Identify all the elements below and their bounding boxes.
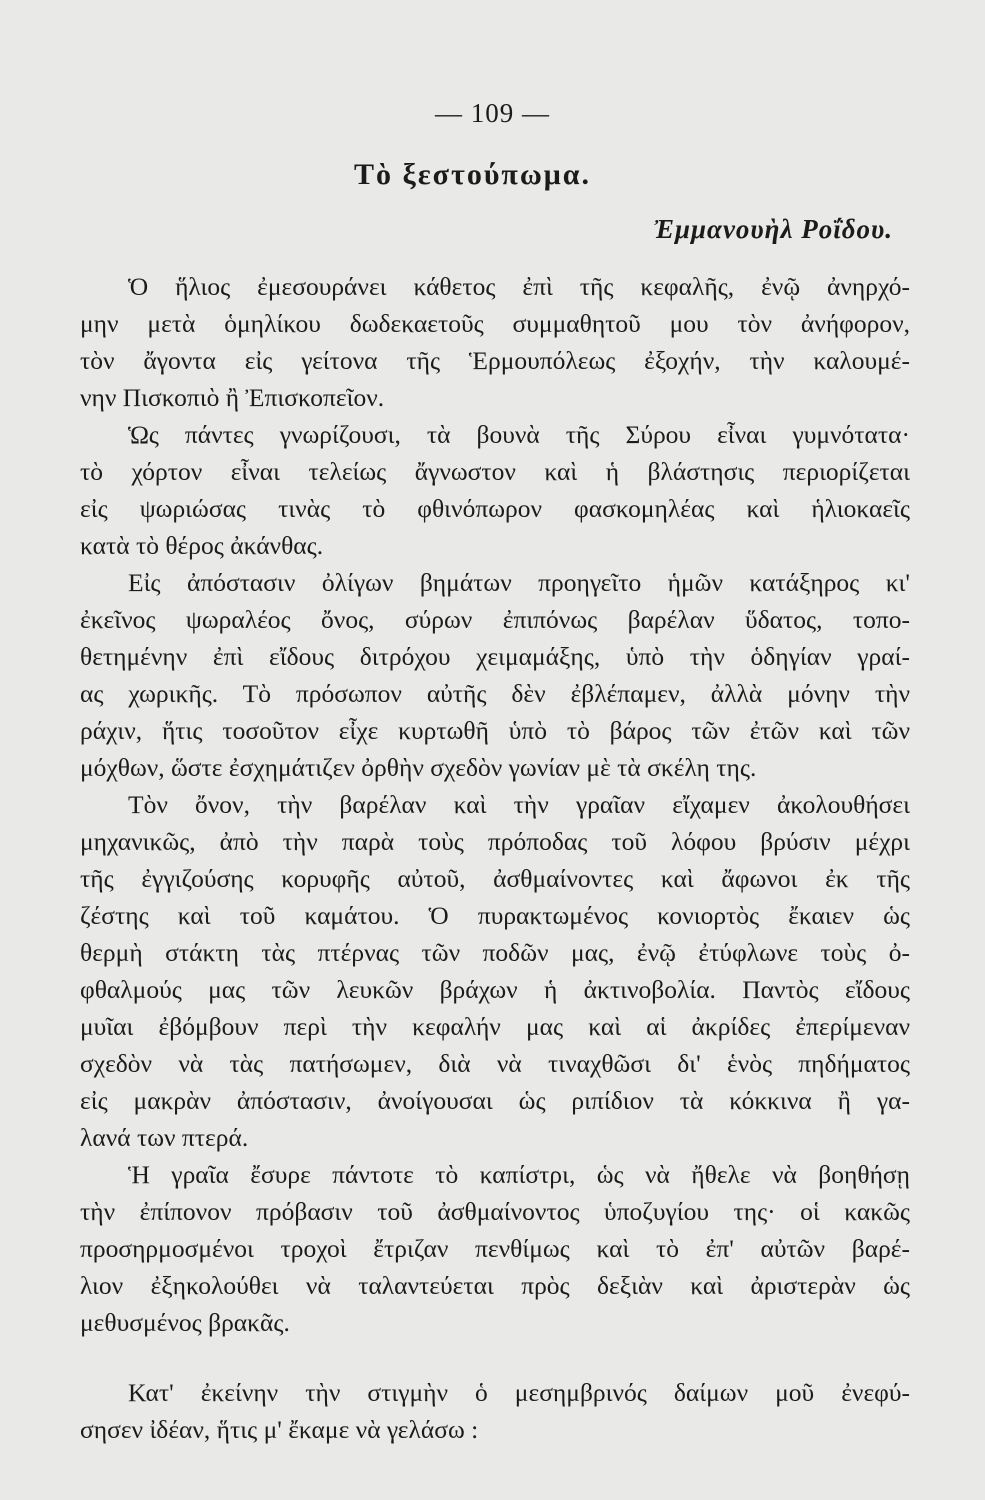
text-line: εἰς ψωριώσας τινὰς τὸ φθινόπωρον φασκομηλέας καὶ ἡλιοκαεῖς (80, 494, 910, 523)
text-line: Ἡ γραῖα ἔσυρε πάντοτε τὸ καπίστρι, ὡς νὰ ἤθελε νὰ βοηθήσῃ (128, 1160, 910, 1189)
text-line: Ὡς πάντες γνωρίζουσι, τὰ βουνὰ τῆς Σύρου εἶναι γυμνότατα· (128, 420, 910, 449)
text-line: τὸν ἄγοντα εἰς γείτονα τῆς Ἑρμουπόλεως ἐξοχήν, τὴν καλουμέ- (80, 346, 910, 375)
text-line: κατὰ τὸ θέρος ἀκάνθας. (80, 531, 324, 560)
paragraph-6 (80, 1374, 910, 1448)
text-line: ζέστης καὶ τοῦ καμάτου. Ὁ πυρακτωμένος κονιορτὸς ἔκαιεν ὡς (80, 901, 910, 930)
paragraph-3 (80, 564, 910, 786)
text-line: Ὁ ἥλιος ἐμεσουράνει κάθετος ἐπὶ τῆς κεφαλῆς, ἐνῷ ἀνηρχό- (128, 272, 910, 301)
text-line: εἰς μακρὰν ἀπόστασιν, ἀνοίγουσαι ὡς ριπίδιον τὰ κόκκινα ἢ γα- (80, 1086, 910, 1115)
text-line: σησεν ἰδέαν, ἥτις μ' ἔκαμε νὰ γελάσω : (80, 1415, 479, 1444)
text-line: τῆς ἐγγιζούσης κορυφῆς αὐτοῦ, ἀσθμαίνοντες καὶ ἄφωνοι ἐκ τῆς (80, 864, 910, 893)
text-line: μην μετὰ ὁμηλίκου δωδεκαετοῦς συμμαθητοῦ μου τὸν ἀνήφορον, (80, 309, 910, 338)
paragraph-5 (80, 1156, 910, 1341)
text-line: φθαλμούς μας τῶν λευκῶν βράχων ἡ ἀκτινοβολία. Παντὸς εἴδους (80, 975, 910, 1004)
text-line: λανά των πτερά. (80, 1123, 249, 1152)
body-text (80, 268, 910, 1448)
paragraph-1 (80, 268, 910, 416)
paragraph-4 (80, 786, 910, 1156)
text-line: θερμὴ στάκτη τὰς πτέρνας τῶν ποδῶν μας, ἐνῷ ἐτύφλωνε τοὺς ὀ- (80, 938, 910, 967)
text-line: ας χωρικῆς. Τὸ πρόσωπον αὐτῆς δὲν ἐβλέπαμεν, ἀλλὰ μόνην τὴν (80, 679, 910, 708)
text-line: μηχανικῶς, ἀπὸ τὴν παρὰ τοὺς πρόποδας τοῦ λόφου βρύσιν μέχρι (80, 827, 910, 856)
text-line: ἐκεῖνος ψωραλέος ὄνος, σύρων ἐπιπόνως βαρέλαν ὕδατος, τοπο- (80, 605, 910, 634)
text-line: νην Πισκοπιὸ ἢ Ἐπισκοπεῖον. (80, 383, 385, 412)
page-number: — 109 — (435, 98, 550, 128)
section-gap (80, 1341, 910, 1374)
text-line: Τὸν ὄνον, τὴν βαρέλαν καὶ τὴν γραῖαν εἴχαμεν ἀκολουθήσει (128, 790, 910, 819)
text-line: τὴν ἐπίπονον πρόβασιν τοῦ ἀσθμαίνοντος ὑποζυγίου της· οἱ κακῶς (80, 1197, 910, 1226)
paragraph-2 (80, 416, 910, 564)
text-line: Κατ' ἐκείνην τὴν στιγμὴν ὁ μεσημβρινός δαίμων μοῦ ἐνεφύ- (128, 1378, 910, 1407)
text-line: προσηρμοσμένοι τροχοὶ ἔτριζαν πενθίμως καὶ τὸ ἐπ' αὐτῶν βαρέ- (80, 1234, 910, 1263)
author-name: Ἐμμανουὴλ Ροΐδου. (653, 214, 893, 244)
text-line: μόχθων, ὥστε ἐσχημάτιζεν ὀρθὴν σχεδὸν γωνίαν μὲ τὰ σκέλη της. (80, 753, 757, 782)
chapter-title: Τὸ ξεστούπωμα. (353, 158, 592, 191)
text-line: τὸ χόρτον εἶναι τελείως ἄγνωστον καὶ ἡ βλάστησις περιορίζεται (80, 457, 910, 486)
text-line: σχεδὸν νὰ τὰς πατήσωμεν, διὰ νὰ τιναχθῶσι δι' ἑνὸς πηδήματος (80, 1049, 910, 1078)
text-line: μυῖαι ἐβόμβουν περὶ τὴν κεφαλήν μας καὶ αἱ ἀκρίδες ἐπερίμεναν (80, 1012, 910, 1041)
text-line: Εἰς ἀπόστασιν ὀλίγων βημάτων προηγεῖτο ἡμῶν κατάξηρος κι' (128, 568, 910, 597)
text-line: μεθυσμένος βρακᾶς. (80, 1308, 290, 1337)
text-line: θετημένην ἐπὶ εἴδους διτρόχου χειμαμάξης, ὑπὸ τὴν ὁδηγίαν γραί- (80, 642, 910, 671)
text-line: λιον ἐξηκολούθει νὰ ταλαντεύεται πρὸς δεξιὰν καὶ ἀριστερὰν ὡς (80, 1271, 910, 1300)
text-line: ράχιν, ἥτις τοσοῦτον εἶχε κυρτωθῆ ὑπὸ τὸ βάρος τῶν ἐτῶν καὶ τῶν (80, 716, 910, 745)
